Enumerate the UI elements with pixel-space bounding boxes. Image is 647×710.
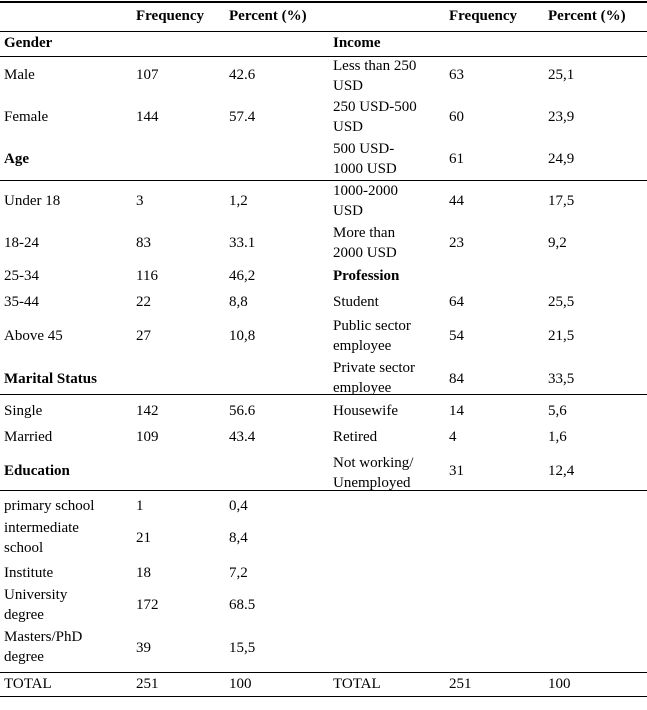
table-cell: 23 — [449, 235, 464, 251]
table-cell: Not working/ Unemployed — [333, 455, 414, 491]
table-cell: 25-34 — [4, 268, 39, 284]
table-cell: 1,2 — [229, 193, 248, 209]
table-cell: Under 18 — [4, 193, 61, 209]
income-title: Income — [333, 35, 381, 51]
table-cell: Masters/PhD degree — [4, 629, 83, 665]
table-cell: intermediate school — [4, 520, 79, 556]
table-cell: 42.6 — [229, 67, 256, 83]
table-cell: 83 — [136, 235, 151, 251]
profession-title: Profession — [333, 268, 400, 284]
table-cell: 116 — [136, 268, 158, 284]
top-rule — [0, 1, 647, 3]
table-cell: 142 — [136, 403, 159, 419]
table-cell: 61 — [449, 151, 464, 167]
table-cell: primary school — [4, 498, 95, 514]
table-cell: 9,2 — [548, 235, 567, 251]
table-cell: Married — [4, 429, 53, 445]
table-cell: 3 — [136, 193, 144, 209]
table-cell: 109 — [136, 429, 159, 445]
table-cell: 64 — [449, 294, 464, 310]
table-cell: 27 — [136, 328, 151, 344]
left-percent-header: Percent (%) — [229, 8, 307, 24]
table-cell: Above 45 — [4, 328, 63, 344]
education-rule — [0, 490, 647, 491]
gender-rule — [0, 56, 647, 57]
table-cell: 500 USD- 1000 USD — [333, 141, 397, 177]
table-cell: 1000-2000 USD — [333, 183, 398, 219]
right-total-label: TOTAL — [333, 676, 381, 692]
table-cell: 60 — [449, 109, 464, 125]
table-cell: Student — [333, 294, 379, 310]
table-cell: 15,5 — [229, 640, 256, 656]
table-cell: University degree — [4, 587, 68, 623]
table-cell: Less than 250 USD — [333, 58, 417, 94]
table-cell: 54 — [449, 328, 464, 344]
bottom-rule — [0, 696, 647, 697]
table-cell: Institute — [4, 565, 54, 581]
table-cell: 33.1 — [229, 235, 256, 251]
gender-title: Gender — [4, 35, 53, 51]
table-cell: 0,4 — [229, 498, 248, 514]
table-cell: 4 — [449, 429, 457, 445]
table-cell: Retired — [333, 429, 378, 445]
left-total-frequency: 251 — [136, 676, 159, 692]
age-title: Age — [4, 151, 29, 167]
table-cell: 17,5 — [548, 193, 575, 209]
table-cell: 18-24 — [4, 235, 39, 251]
table-cell: 1 — [136, 498, 144, 514]
table-cell: 43.4 — [229, 429, 256, 445]
header-rule — [0, 31, 647, 32]
left-total-percent: 100 — [229, 676, 252, 692]
right-total-percent: 100 — [548, 676, 571, 692]
table-cell: 25,1 — [548, 67, 575, 83]
table-cell: 63 — [449, 67, 464, 83]
table-cell: 84 — [449, 371, 464, 387]
table-cell: Single — [4, 403, 43, 419]
marital-rule — [0, 394, 647, 395]
table-cell: 107 — [136, 67, 159, 83]
table-cell: 24,9 — [548, 151, 575, 167]
table-cell: 21,5 — [548, 328, 575, 344]
table-cell: 22 — [136, 294, 151, 310]
table-cell: Housewife — [333, 403, 398, 419]
table-cell: 250 USD-500 USD — [333, 99, 417, 135]
table-cell: 1,6 — [548, 429, 567, 445]
table-cell: 23,9 — [548, 109, 575, 125]
total-top-rule — [0, 672, 647, 673]
left-total-label: TOTAL — [4, 676, 52, 692]
right-total-frequency: 251 — [449, 676, 472, 692]
table-cell: Male — [4, 67, 35, 83]
table-cell: 68.5 — [229, 597, 256, 613]
table-cell: 39 — [136, 640, 151, 656]
table-cell: 172 — [136, 597, 159, 613]
table-cell: 46,2 — [229, 268, 256, 284]
table-cell: Female — [4, 109, 49, 125]
education-title: Education — [4, 463, 70, 479]
table-cell: 5,6 — [548, 403, 567, 419]
table-cell: 14 — [449, 403, 464, 419]
table-cell: 44 — [449, 193, 464, 209]
table-cell: More than 2000 USD — [333, 225, 397, 261]
right-percent-header: Percent (%) — [548, 8, 626, 24]
table-cell: 8,4 — [229, 530, 248, 546]
marital-status-title: Marital Status — [4, 371, 97, 387]
table-cell: 31 — [449, 463, 464, 479]
table-cell: 7,2 — [229, 565, 248, 581]
left-frequency-header: Frequency — [136, 8, 205, 24]
table-cell: 12,4 — [548, 463, 575, 479]
table-cell: 18 — [136, 565, 151, 581]
age-rule — [0, 180, 647, 181]
table-cell: 25,5 — [548, 294, 575, 310]
table-cell: 56.6 — [229, 403, 256, 419]
table-cell: 33,5 — [548, 371, 575, 387]
table-cell: Public sector employee — [333, 318, 411, 354]
table-cell: 144 — [136, 109, 159, 125]
table-cell: 21 — [136, 530, 151, 546]
table-cell: 35-44 — [4, 294, 39, 310]
table-cell: 57.4 — [229, 109, 256, 125]
right-frequency-header: Frequency — [449, 8, 518, 24]
table-cell: 8,8 — [229, 294, 248, 310]
table-cell: 10,8 — [229, 328, 256, 344]
table-cell: Private sector employee — [333, 360, 416, 396]
